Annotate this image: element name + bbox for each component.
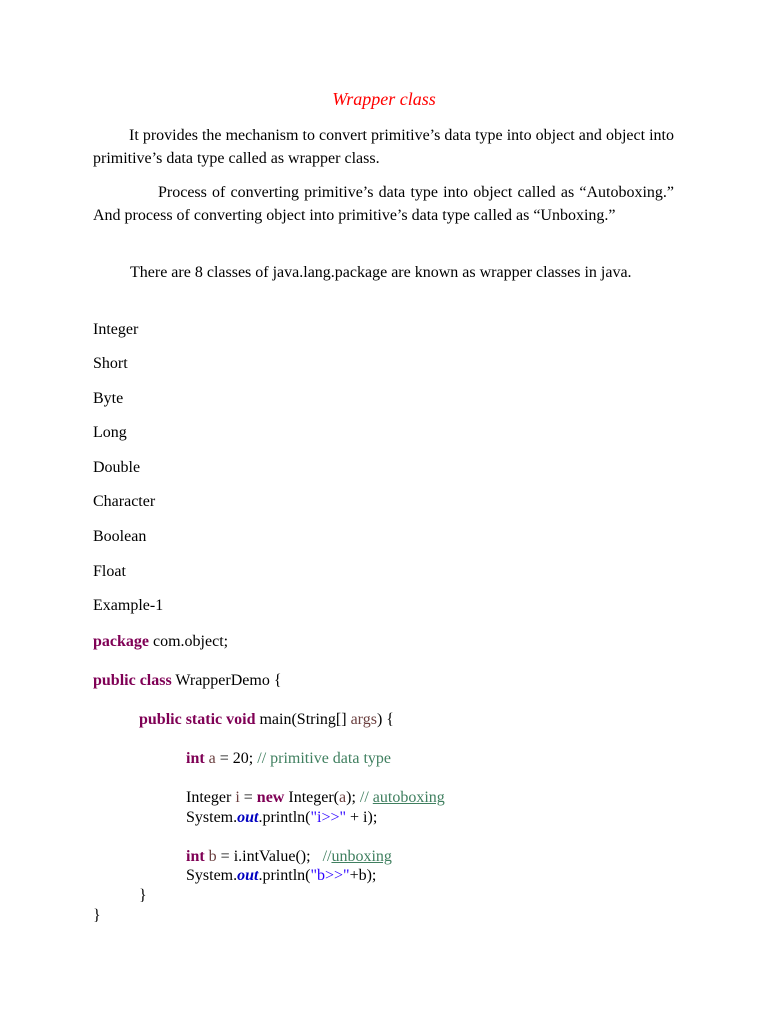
code-line-class: public class WrapperDemo { — [93, 672, 282, 689]
code-line-println-i: System.out.println("i>>" + i); — [186, 809, 378, 826]
code-line-int-b: int b = i.intValue(); //unboxing — [186, 848, 392, 865]
list-item: Boolean — [93, 528, 147, 545]
code-line-main: public static void main(String[] args) { — [139, 711, 394, 728]
list-item: Double — [93, 459, 141, 476]
code-line-close-method: } — [139, 887, 147, 904]
list-item: Short — [93, 355, 128, 372]
list-item: Integer — [93, 321, 139, 338]
page-title: Wrapper class — [332, 89, 436, 109]
code-line-int-a: int a = 20; // primitive data type — [186, 750, 391, 767]
code-line-package: package com.object; — [93, 633, 229, 650]
intro-paragraph: It provides the mechanism to convert primitive’s data type into object and object into primitive’s data type called as wrapper class. — [93, 127, 674, 167]
list-item: Long — [93, 424, 127, 441]
autoboxing-paragraph: Process of converting primitive’s data type into object called as “Autoboxing.” And process of converting object into primitive’s data type called as “Unboxing.” — [93, 184, 674, 224]
list-item: Byte — [93, 390, 124, 407]
code-line-integer-i: Integer i = new Integer(a); // autoboxing — [186, 789, 445, 806]
example-label: Example-1 — [93, 597, 164, 614]
code-line-println-b: System.out.println("b>>"+b); — [186, 867, 377, 884]
list-item: Float — [93, 563, 126, 580]
code-line-close-class: } — [93, 907, 101, 924]
wrapper-count-paragraph: There are 8 classes of java.lang.package are known as wrapper classes in java. — [130, 264, 632, 281]
list-item: Character — [93, 493, 156, 510]
